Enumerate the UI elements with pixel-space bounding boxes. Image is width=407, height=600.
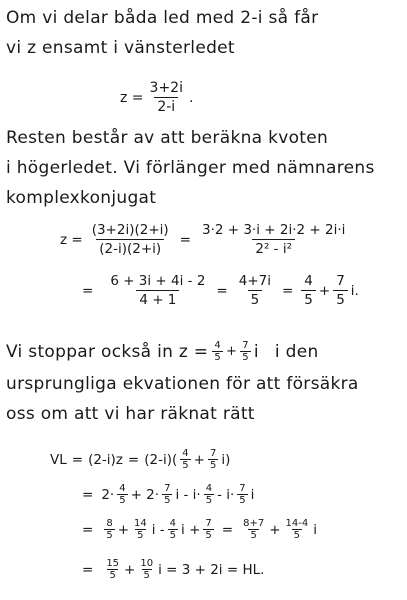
denominator: 5 [209,460,217,471]
denominator: 4 + 1 [136,290,179,308]
text-line: oss om att vi har räknat rätt [6,404,255,424]
imag-unit: i. [350,282,359,299]
numerator: 8 [106,518,113,529]
fraction [168,518,178,541]
denominator: 5 [205,530,212,541]
eq-lhs: z = [120,89,144,106]
text-segment: i den [274,341,319,362]
denominator: 5 [143,570,150,581]
plus-sign: + [318,282,331,299]
fraction [104,518,114,541]
denominator: 5 [205,495,213,506]
numerator: 7 [164,483,171,494]
numerator: 4 [205,483,213,494]
text-line: i högerledet. Vi förlänger med nämnarens [6,158,375,178]
fraction [132,518,149,541]
numerator: 7 [239,483,246,494]
equals-sign: = [281,282,294,299]
imag-unit: i [313,521,317,538]
fraction [138,558,155,581]
expr: i - i· [175,486,201,503]
equation-vl-expand [82,483,254,506]
denominator: 5 [137,530,144,541]
expr: i - [151,521,165,538]
equation-z-quotient [120,80,193,115]
fraction [104,558,121,581]
expr: 2· [101,486,115,503]
denominator: 5 [301,290,316,308]
denominator: 5 [119,495,126,506]
expr-result: i = 3 + 2i = HL. [158,561,265,578]
expr: (2-i)z [88,451,123,468]
plus-sign: + [193,451,205,468]
fraction [203,518,213,541]
numerator: 7 [336,273,345,289]
denominator: 5 [242,352,249,363]
fraction [236,273,274,308]
numerator: 4 [182,448,189,459]
imag-unit: i [250,486,255,503]
text-line: ursprungliga ekvationen för att försäkra [6,374,359,394]
denominator: 2-i [154,97,178,115]
numerator: 4+7i [238,273,271,289]
numerator: 14 [134,518,147,529]
numerator: 7 [242,340,249,351]
equals-sign: = [82,486,94,503]
fraction [333,273,348,308]
plus-sign: + [226,344,238,359]
text-line: Om vi delar båda led med 2-i så får [6,8,319,28]
equals-sign: = [82,282,94,299]
equals-sign: = [179,231,191,248]
equals-sign: = [82,561,94,578]
denominator: 5 [106,530,113,541]
numerator: 4 [119,483,126,494]
denominator: 5 [214,352,222,363]
numerator: 4 [169,518,177,529]
imag-unit: i [253,341,259,362]
text-segment: Vi stoppar också in z = [6,341,209,362]
text-line: komplexkonjugat [6,188,157,208]
fraction [117,483,127,506]
equals-sign: = [216,282,228,299]
fraction [180,448,190,471]
numerator: (3+2i)(2+i) [91,222,169,238]
denominator: 5 [293,530,301,541]
vl-label: VL [50,451,67,468]
denominator: 5 [164,495,171,506]
equals-sign: = [127,451,140,468]
eq-lhs: z = [60,231,83,248]
denominator: 5 [239,495,246,506]
fraction [89,222,172,257]
plus-sign: + [124,561,136,578]
numerator: 3+2i [149,80,183,96]
equals-sign: = [82,521,94,538]
text-line: Resten består av att beräkna kvoten [6,128,329,148]
fraction [241,518,266,541]
denominator: (2-i)(2+i) [96,239,164,257]
equals-sign: = [221,521,234,538]
fraction [147,80,186,115]
numerator: 6 + 3i + 4i - 2 [110,273,206,289]
numerator: 7 [209,448,217,459]
period: . [188,89,194,106]
equation-vl-result [82,558,264,581]
denominator: 5 [169,530,177,541]
denominator: 5 [250,530,257,541]
fraction [199,222,348,257]
expr: i) [221,451,231,468]
numerator: 4 [304,273,313,289]
fraction [240,340,251,363]
equals-sign: = [71,451,84,468]
numerator: 4 [214,340,222,351]
fraction [212,340,223,363]
fraction [284,518,311,541]
plus-sign: + [269,521,281,538]
denominator: 5 [248,290,263,308]
denominator: 5 [333,290,348,308]
equation-simplification [82,273,359,308]
denominator: 5 [109,570,116,581]
fraction [204,483,214,506]
equation-vl-start [50,448,230,471]
text-line: vi z ensamt i vänsterledet [6,38,235,58]
equation-conjugate-expansion [60,222,351,257]
expr: - i· [217,486,235,503]
fraction [107,273,208,308]
expr: i + [181,521,201,538]
expr: + 2· [130,486,160,503]
denominator: 2² - i² [252,239,295,257]
numerator: 7 [205,518,212,529]
numerator: 8+7 [243,518,265,529]
fraction [208,448,218,471]
denominator: 5 [182,460,189,471]
numerator: 15 [106,558,120,569]
fraction [162,483,172,506]
expr: (2-i)( [144,451,178,468]
fraction [301,273,316,308]
numerator: 3·2 + 3·i + 2i·2 + 2i·i [201,222,346,238]
text-line-with-math [6,340,319,363]
numerator: 10 [140,558,154,569]
plus-sign: + [117,521,129,538]
fraction [237,483,247,506]
equation-vl-collect [82,518,317,541]
numerator: 14-4 [285,518,309,529]
